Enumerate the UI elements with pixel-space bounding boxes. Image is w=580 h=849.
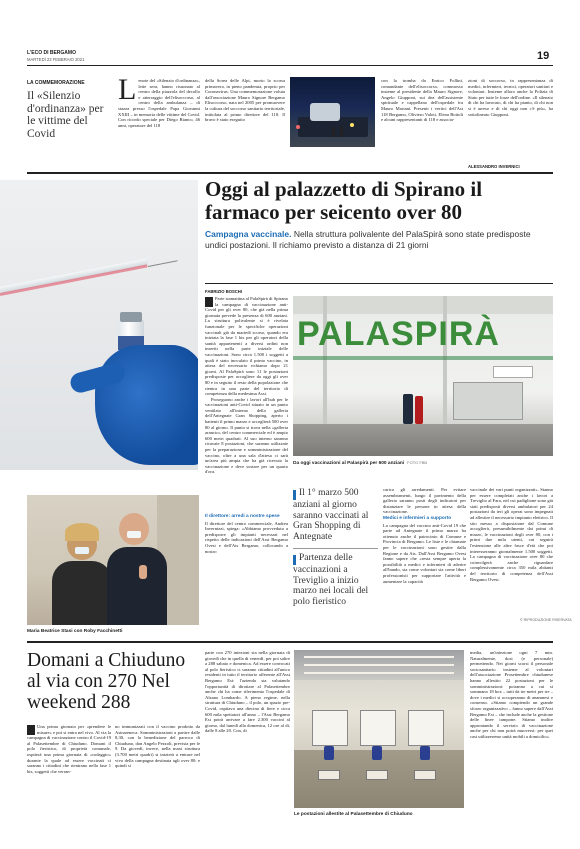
chiuduno-col4: media, un'iniezione ogni 7 min. Naturalmente, dosi (e personale) permettendo. Nei giorni scorsi il personale sociosanitario insieme al volontari dell'associazione Prosettembre chiudunese hanno allestito 22 postazioni per le somministrazioni: potranno a cui si sommano 18 box – tutti da tre metri per tre – dove i medici si occuperanno di anamnesi e consenso. «Stiamo compiendo un grande sforzo organizzativo – fanno sapere dall'Asst Bergamo Est – che include anche la gestione delle linee tampone. Stiamo inoltre approntando il servizio di vaccinazione anche per chi non potrà muoversi: per quei casi utilizzeremo unità mobili a domicilio». bbox=[470, 650, 553, 739]
commemoration-photo bbox=[290, 77, 375, 147]
subhead-medici: Medici e infermieri a supporto bbox=[383, 515, 452, 521]
palaspira-sign: PALASPIRÀ bbox=[297, 315, 500, 353]
commemoration-title: Il «Silenzio d'ordinanza» per le vittime del Covid bbox=[27, 90, 104, 140]
header-rule bbox=[27, 65, 553, 66]
section-rule-bottom bbox=[27, 641, 553, 643]
subhead-rule bbox=[205, 283, 553, 284]
main-col-c: vaccinale dei vari punti organizzati». Stanno per essere completati anche i lavori a Treviglio al Fara, nel cui padiglione sono già stati predisposti diversi ambulatori per 24 postazioni da ieri gli operai sono impegnati ad allestire il necessario impianto elettrico. Il sito messo a disposizione dal Comune accoglierà, presumibilmente dai primi di marzo, le vaccinazioni degli over 80, con i primi due mila utenti, cui seguirà l'estensione alle altre fasce d'età che poi interesseranno giornalmente 1.500 soggetti. La campagna di vaccinazione over 80 che coinvolgerà anche riguardare complessivamente circa 350 mila abitanti del territorio di competenza dell'Asst Bergamo Ovest. bbox=[470, 487, 553, 582]
commemoration-kicker: LA COMMEMORAZIONE bbox=[27, 80, 85, 86]
subhead-director: Il direttore: arredi a nostre spese bbox=[205, 514, 280, 519]
byline: FABRIZIO BOSCHI bbox=[205, 289, 242, 294]
chiuduno-photo bbox=[294, 650, 464, 808]
issue-date: MARTEDÌ 23 FEBBRAIO 2021 bbox=[27, 57, 85, 62]
quote-marker bbox=[293, 555, 296, 565]
subhead-lead: Campagna vaccinale. bbox=[205, 229, 292, 239]
quote-marker bbox=[293, 490, 296, 500]
quote-divider bbox=[293, 548, 378, 549]
commemoration-col4: zioni di soccorso, in rappresentanza di medici, infermieri, tecnici, operatori sanitari e volontari. Insieme alloro anche la Polizia di Stato per tutte le forze dell'ordine. «Il silenzio di chi ha lavorato, di chi ha pianto, di chi non si è arreso e di chi oggi non c'è più», ha sottolineato Giupponi. bbox=[468, 78, 553, 117]
palaspira-photo bbox=[293, 296, 553, 456]
commemoration-col3: con la tromba da Enrico Follini, comandante dell'elisoccorso, commosso insieme al presidente della Mauro Signore, Angelo Giupponi, sui dea dell'assistente spirituale e cappellano dell'ospedale fra Mauro Mariani. Presenti i vertici dell'Ast 118 Bergamo, Oliviero Valoti, Elena Bottoli e alcuni rappresentanti di 118 e associa- bbox=[381, 78, 463, 123]
main-col-a: Parte stamattina al PalaSpirà di Spirano la campagna di vaccinazione anti-Covid per gli over 80, che già nella prima giornata prevede la presenza di 600 anziani. La struttura polivalente si è rivelata funzionale per le specifiche operazioni vaccinali già da martedì scorso, quando era iniziata la fase 1 bis per gli operatori della sanità appartenenti a diversi ordini non inseriti nella parte iniziale delle vaccinazioni. Sono circa 1.500 i soggetti a quali è stato inoculato il primo vaccino, in attesa del necessario richiamo dopo 21 giorni. Al PalaSpirà sono 11 le postazioni predisposte per accogliere da oggi gli over 80 e in seguito il resto della popolazione che rientra in una parte del territorio di competenza della medesima Asst. Proseguono anche i lavori all'hub per le vaccinazioni anti-Covid situato in un punto ventilato all'interno della galleria dell'Antegnate Gran Shopping, aperto i battenti il primo marzo e accoglierà 500 over 80 al giorno. Il punto si trova nella «galleria arancio» del centro commerciale ed è ampio 600 metri quadrati. Al suo interno saranno ricavate 8 postazioni, che saranno utilizzate per la preparazione e somministrazione del vaccino, oltre a una sala d'attesa ci sarà un'area più ampia che ha già ricevuto la vaccinazione e deve sostare per un quarto d'ora. bbox=[205, 296, 288, 475]
commemoration-col2: della Sorea delle Alpi, morto la scorsa primavera, in pieno pandemia, proprio per Coronavirus. Una commemorazione voluta dall'associazione Mauro Signore Bergamo Elisoccorso, nata nel 2005 per promuovere la cultura del soccorso sanitario territoriale, intitolata al primo direttore del 118. Il bravo è stato eseguito bbox=[205, 78, 285, 123]
chiuduno-col3: parte con 270 iniezioni sia nella giornata di giovedì che in quella di venerdì, per poi salire a 288 sabato e domenica. Ad essere convocati al polo fieristico ci saranno cittadini all'unico residenti in tutto il territorio afferente all'Asst Bergamo Est: l'azienda sta valutando l'opportunità di dirottare al Palasettembre anche chi ha come riferimento l'ospedale di Alzano Lombardo. A pieno regime, nella struttura di Chiuduno – il polo, un spazio pre-Covid, ospitava una diecina di fiere e circa 600 mila spettatori all'anno – l'Asst Bergamo Est potrà arrivare a fare 2.300 vaccini al giorno, dal lunedì alla domenica, 12 ore al dì, dalle 8 alle 20. Con, di bbox=[205, 650, 290, 734]
commemoration-signature: ALESSANDRO INVERNICI bbox=[468, 164, 520, 169]
page-number: 19 bbox=[537, 50, 550, 62]
commemoration-col1: Lenote del «Silenzio d'ordinanza», lette sera, hanno risuonato al centro della piazzola del decollo e atterraggio dell'elisoccorso, al centro della ambulanza – di stazza presso l'ospedale Papa Giovanni XXIII – in memoria delle vittime del Covid. Con ricordo speciale per Diego Bianco, 46 anni, operatore del 118 bbox=[118, 78, 200, 128]
main-subhead: Campagna vaccinale. Nella struttura polivalente del PalaSpirà sono state predisposte undici postazioni. Il richiamo previsto a distanza di 21 giorni bbox=[205, 229, 531, 250]
chiuduno-col2: no immunizzati con il vaccino prodotto da Astrazeneca. Somministrazioni a partire dalle 8,30, con la benedizione del parroco di Chiuduno, don Angelo Pezzoli, prevista per le 9. Da giovedì, invece, nella maxi struttura (3.700 metri quadri) si inizierà a entrare nel vivo della campagna destinata agli over 80: e quindi si bbox=[115, 724, 200, 769]
quote-gran-shopping: Il 1° marzo 500 anziani al giorno saranno vaccinati al Gran Shopping di Antegnate bbox=[293, 488, 369, 542]
lead-marker bbox=[205, 297, 213, 307]
vaccine-photo bbox=[0, 180, 198, 470]
quote-treviglio: Partenza delle vaccinazioni a Treviglio a inizio marzo nei locali del polo fieristico bbox=[293, 553, 369, 607]
main-col-a3: Il direttore: arredi a nostre spese Il direttore del centro commerciale, Andrea Invernizzi, spiega: «Abbiamo provveduto a predisporre gli impianti necessari nel rispetto delle indicazioni dell'Asst Bergamo Ovest e dell'Ats Bergamo, collocando a nostro bbox=[205, 514, 288, 554]
couple-caption: Maria Beatrice Stasi con Roby Facchinetti bbox=[27, 629, 123, 634]
section-rule-top bbox=[27, 172, 553, 174]
chiuduno-col1: Una prima giornata per «prendere le misure» e poi si entra nel vivo. Al via la campagna di vaccinazione contro il Covid-19 al Palasettembre di Chiuduno. Domani il polo fieristico, di proprietà comunale, ospiterà una prima giornata di «rodaggio» durante la quale ad essere vaccinati ci saranno i cittadini che rientrano nella fase 1 bis, soggetti che verran- bbox=[27, 724, 111, 774]
lead-marker bbox=[27, 725, 35, 735]
main-col-b: carico gli arredamenti. Per evitare assembramenti, lungo il pavimento della galleria saranno posti degli indicatori per distanziare le persone in attesa della vaccinazione. Medici e infermieri a supporto La campagna del vaccino anti-Covid 19 che parte ad Antegnate il primo marzo ha ottenuto anche il patrocinio di Comune e Provincia di Bergamo. Le liste e le chiamate per le vaccinazioni sono gestite dalla Regione e da Ats. Dall'Asst Bergamo Ovest fanno sapere che «resta sempre aperta la possibilità a medici e infermieri di aderire all'bando, sia come volontari sia come liberi professionisti per supportare l'attività e aumentare la capacità bbox=[383, 487, 466, 584]
palaspira-caption: Da oggi vaccinazioni al Palaspirà per 600 anziani FOTO FBB bbox=[293, 460, 428, 466]
chiuduno-headline: Domani a Chiuduno al via con 270 Nel weekend 288 bbox=[27, 650, 186, 713]
copyright-note: © RIPRODUZIONE RISERVATA bbox=[520, 618, 572, 622]
couple-photo bbox=[27, 495, 199, 625]
chiuduno-caption: Le postazioni allestite al Palasettembre di Chiuduno bbox=[294, 812, 413, 817]
drop-cap-l: L bbox=[118, 78, 137, 106]
newspaper-name: L'ECO DI BERGAMO bbox=[27, 50, 76, 56]
main-headline: Oggi al palazzetto di Spirano il farmaco per seicento over 80 bbox=[205, 177, 483, 224]
